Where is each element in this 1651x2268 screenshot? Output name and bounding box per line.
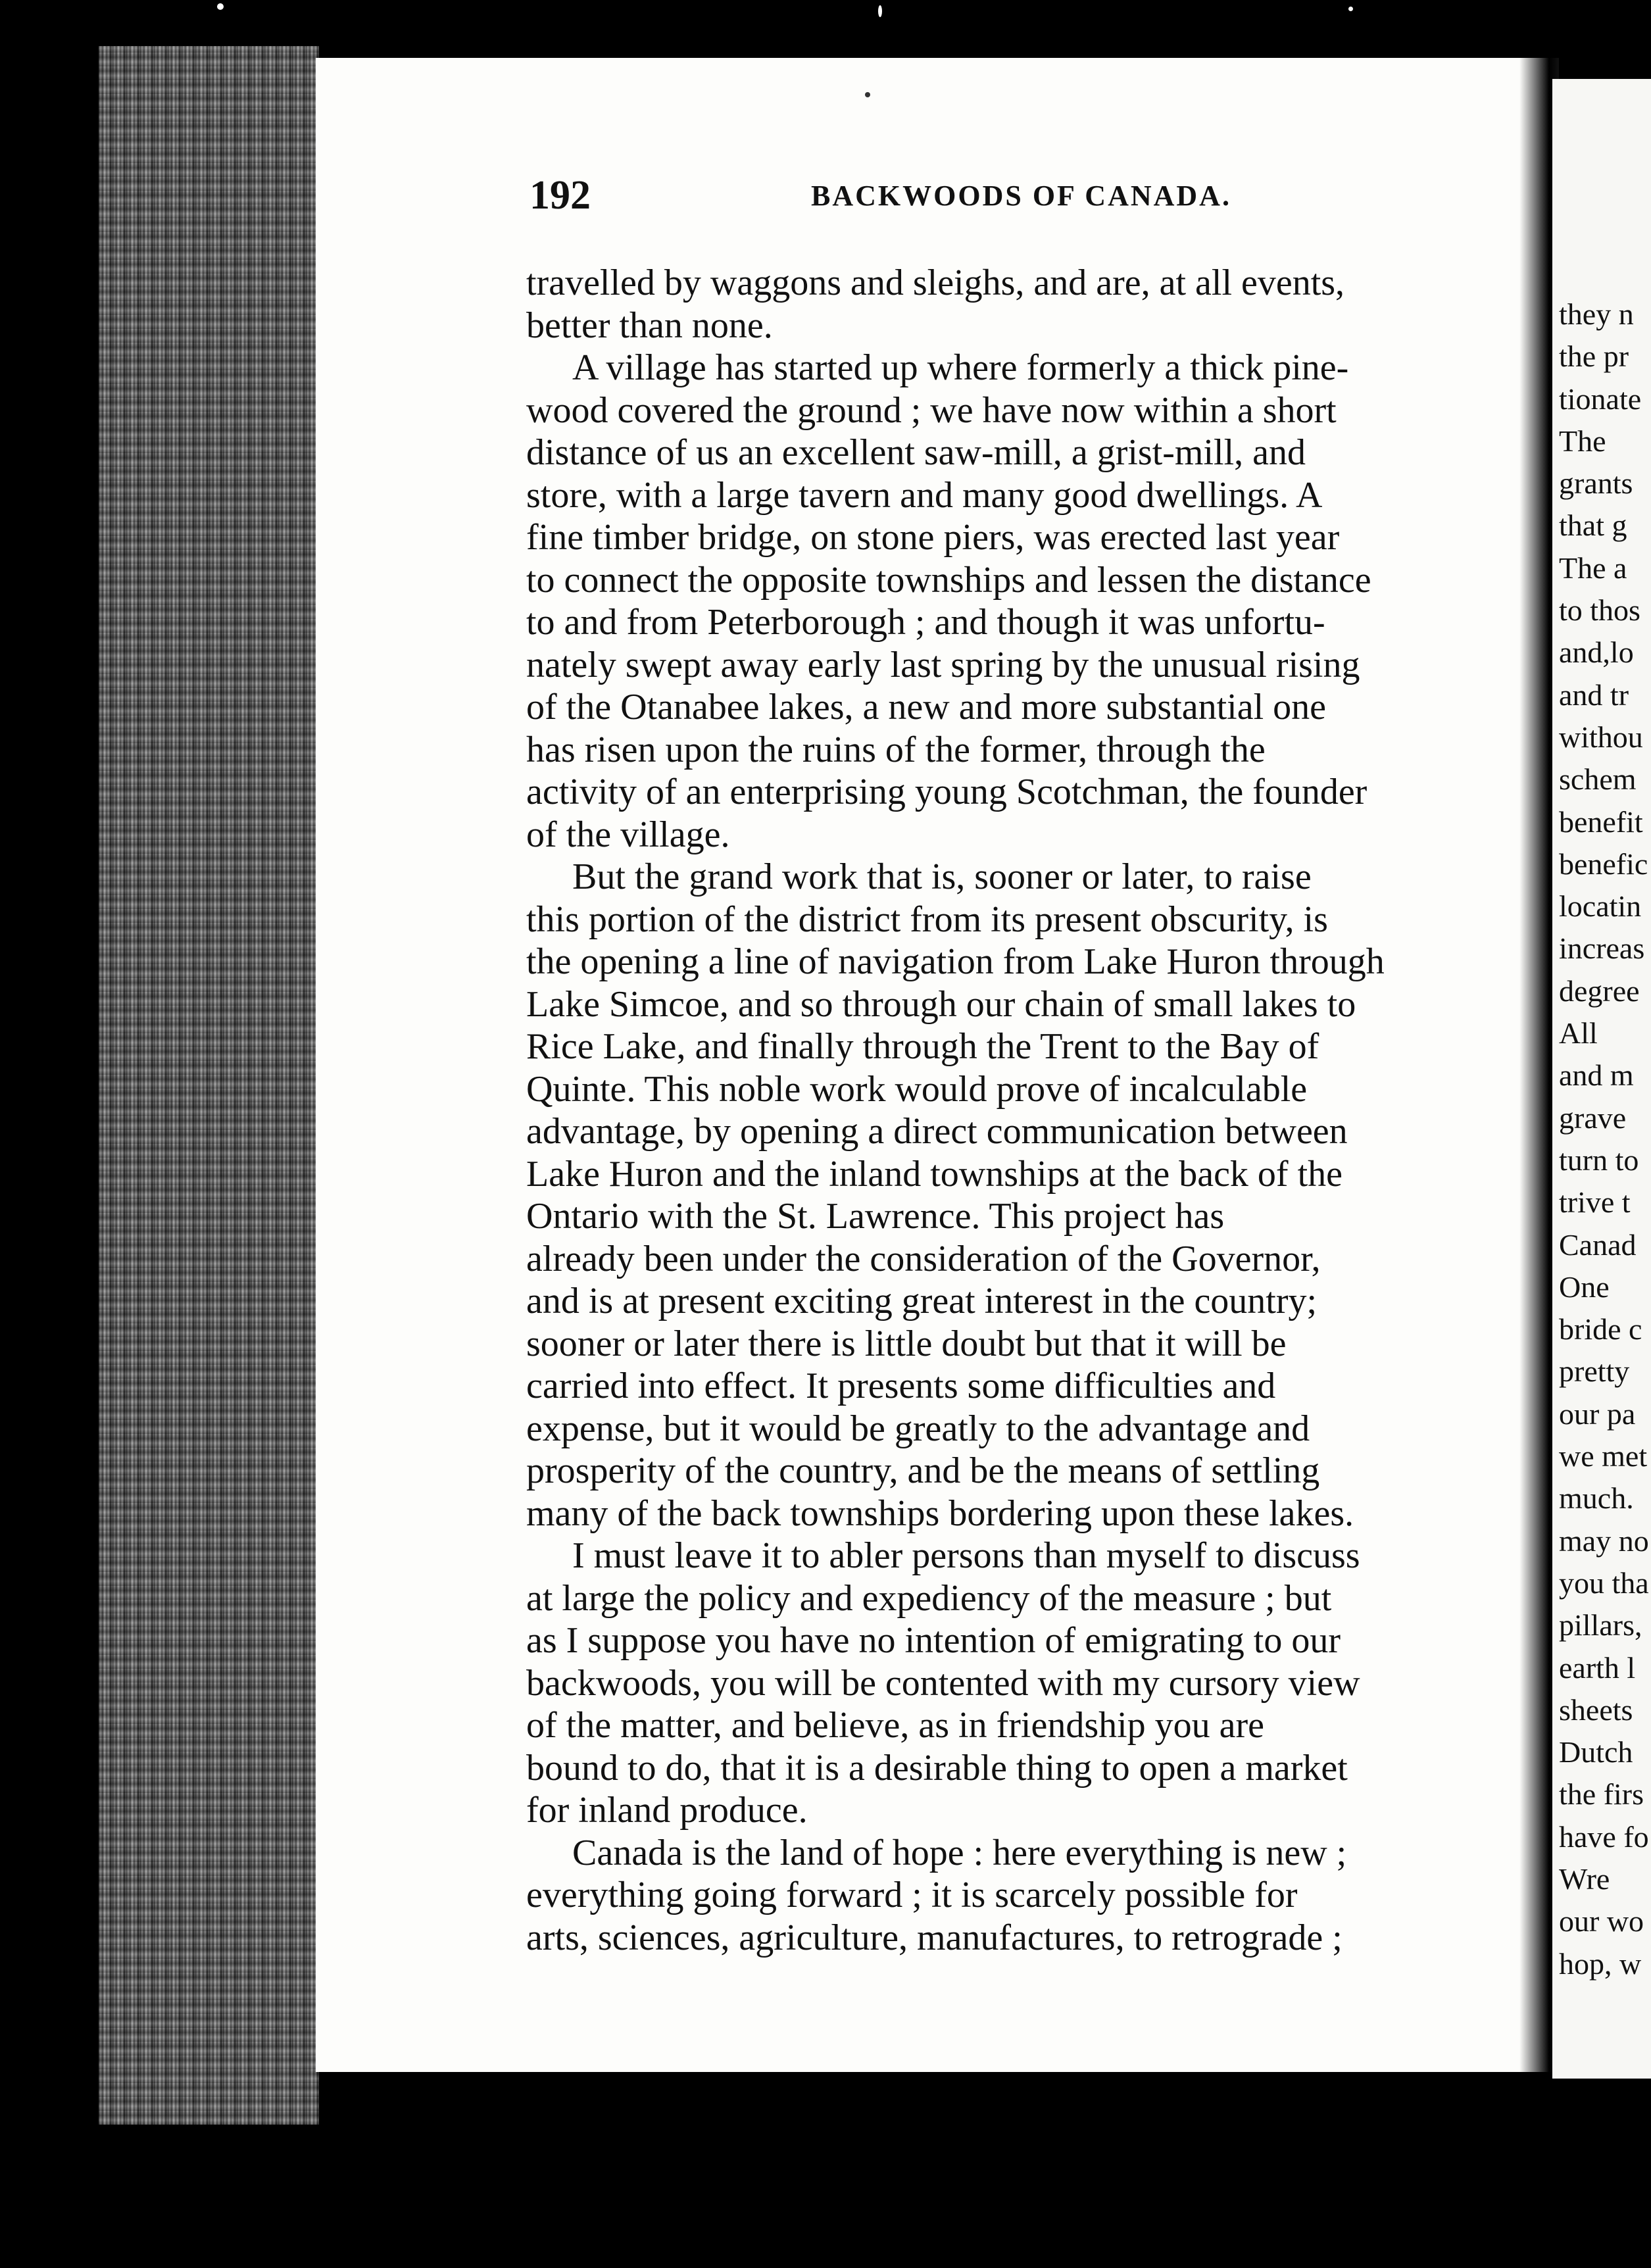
text-line: to connect the opposite townships and lessen the distance [526,559,1371,601]
text-line: I must leave it to abler persons than myself to discuss [572,1535,1360,1576]
text-line: Canada is the land of hope : here everything is new ; [572,1832,1347,1873]
text-line: sooner or later there is little doubt but that it will be [526,1323,1287,1364]
text-line: of the Otanabee lakes, a new and more substantial one [526,687,1327,727]
scan-speck [217,3,224,10]
text-line: expense, but it would be greatly to the advantage and [526,1408,1310,1449]
text-line: everything going forward ; it is scarcely possible for [526,1875,1298,1915]
facing-text-line: schem [1559,762,1637,797]
text-line: of the matter, and believe, as in friendship you are [526,1705,1265,1746]
facing-text-line: trive t [1559,1185,1631,1220]
facing-text-line: grave [1559,1100,1627,1135]
facing-text-line: withou [1559,720,1643,754]
facing-text-line: and,lo [1559,635,1634,670]
text-line: Rice Lake, and finally through the Trent to the Bay of [526,1026,1319,1067]
page-number: 192 [530,173,591,218]
facing-text-line: you tha [1559,1565,1649,1600]
facing-text-line: may no [1559,1523,1649,1558]
facing-text-line: tionate [1559,382,1642,416]
text-line: Lake Huron and the inland townships at the back of the [526,1153,1343,1195]
facing-text-line: our pa [1559,1396,1636,1431]
facing-text-line: to thos [1559,593,1640,628]
text-line: wood covered the ground ; we have now within a short [526,389,1337,431]
text-line: advantage, by opening a direct communication between [526,1111,1348,1152]
facing-text-line: benefit [1559,804,1643,839]
facing-text-line: sheets [1559,1692,1633,1727]
text-line: at large the policy and expediency of the measure ; but [526,1577,1332,1619]
text-line: bound to do, that it is a desirable thing to open a market [526,1747,1348,1788]
text-line: prosperity of the country, and be the means of settling [526,1450,1320,1491]
facing-text-line: pretty [1559,1354,1630,1389]
text-line: as I suppose you have no intention of emigrating to our [526,1620,1341,1661]
facing-text-line: pillars, [1559,1608,1642,1642]
facing-text-line: our wo [1559,1904,1644,1938]
text-line: Quinte. This noble work would prove of incalculable [526,1068,1308,1110]
facing-text-line: benefic [1559,847,1648,881]
text-line: Lake Simcoe, and so through our chain of small lakes to [526,983,1356,1025]
facing-text-line: increas [1559,931,1645,966]
facing-text-line: The a [1559,551,1627,585]
facing-text-line: Canad [1559,1227,1637,1262]
facing-text-line: grants [1559,466,1633,501]
facing-text-line: much. [1559,1481,1634,1516]
facing-text-line: and m [1559,1058,1634,1093]
facing-text-line: One [1559,1270,1610,1304]
facing-text-line: Wre [1559,1861,1610,1896]
scan-speck [865,92,870,97]
text-line: Ontario with the St. Lawrence. This project has [526,1196,1225,1237]
running-head [530,172,1250,218]
facing-text-line: turn to [1559,1143,1639,1177]
text-line: already been under the consideration of the Governor, [526,1238,1321,1279]
text-line: carried into effect. It presents some difficulties and [526,1366,1276,1406]
text-line: travelled by waggons and sleighs, and are, at all events, [526,262,1345,303]
text-line: of the village. [526,814,730,855]
text-line: many of the back townships bordering upon these lakes. [526,1492,1354,1534]
facing-text-line: The [1559,424,1606,458]
facing-text-line: earth l [1559,1650,1636,1685]
text-line: the opening a line of navigation from Lake Huron through [526,941,1385,982]
facing-page [1552,79,1651,2079]
body-text [526,262,1513,1959]
text-line: activity of an enterprising young Scotchman, the founder [526,772,1368,812]
text-line: A village has started up where formerly a thick pine- [572,347,1349,388]
facing-text-line: Dutch [1559,1735,1633,1769]
text-line: store, with a large tavern and many good dwellings. A [526,474,1323,516]
text-line: to and from Peterborough ; and though it was unfortu- [526,602,1325,643]
text-line: fine timber bridge, on stone piers, was erected last year [526,517,1340,558]
text-line: has risen upon the ruins of the former, through the [526,729,1266,770]
running-title: BACKWOODS OF CANADA. [811,180,1231,212]
facing-text-line: and tr [1559,678,1629,712]
text-line: But the grand work that is, sooner or later, to raise [572,856,1312,897]
facing-text-line: locatin [1559,889,1642,924]
text-line: arts, sciences, agriculture, manufactures, to retrograde ; [526,1917,1343,1958]
facing-text-line: degree [1559,974,1640,1008]
scan-speck [878,5,882,17]
facing-text-line: that g [1559,508,1627,543]
facing-text-line: the firs [1559,1777,1644,1812]
text-line: better than none. [526,305,773,346]
facing-text-line: we met [1559,1439,1648,1473]
facing-text-line: hop, w [1559,1946,1642,1981]
page-edges [99,46,319,2125]
facing-page-text [1559,293,1649,1985]
text-line: and is at present exciting great interest in the country; [526,1281,1318,1321]
text-line: this portion of the district from its present obscurity, is [526,899,1328,940]
text-line: for inland produce. [526,1790,808,1831]
facing-text-line: they n [1559,297,1634,331]
text-line: distance of us an excellent saw-mill, a grist-mill, and [526,432,1306,473]
facing-text-line: the pr [1559,339,1629,374]
facing-text-line: All [1559,1016,1598,1050]
facing-text-line: bride c [1559,1312,1642,1346]
facing-text-line: have fo [1559,1819,1649,1854]
text-line: nately swept away early last spring by the unusual rising [526,644,1360,685]
scan-speck [1348,7,1353,11]
text-line: backwoods, you will be contented with my cursory view [526,1662,1360,1704]
